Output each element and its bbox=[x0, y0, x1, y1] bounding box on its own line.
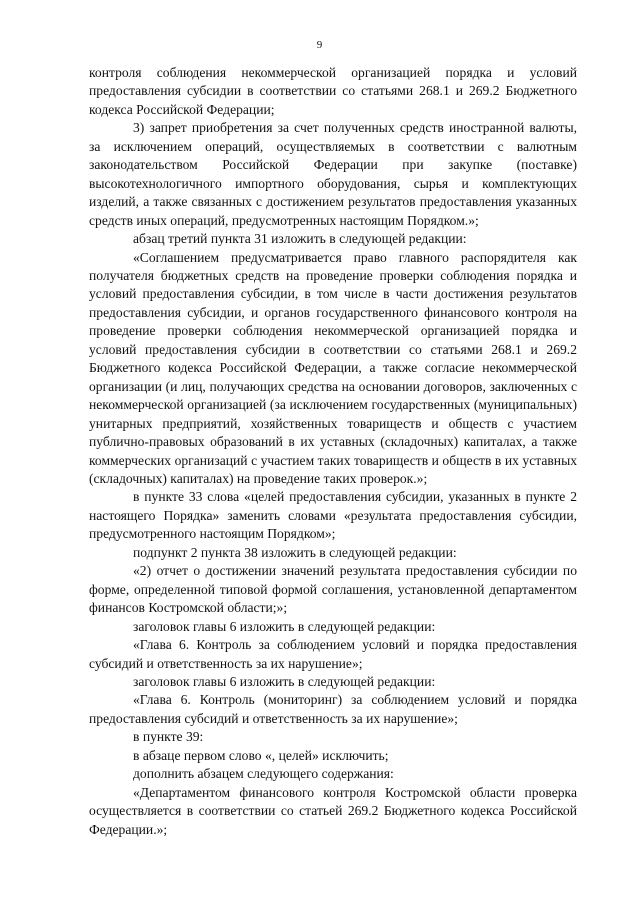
paragraph-continuation: контроля соблюдения некоммерческой организацией порядка и условий предоставления субсидии в соответствии со статьями 268.1 и 269.2 Бюджетного кодекса Российской Федерации; bbox=[89, 65, 577, 117]
paragraph-amend-point-38: подпункт 2 пункта 38 изложить в следующей редакции: bbox=[133, 544, 457, 560]
paragraph-item-3-currency-ban: 3) запрет приобретения за счет полученных средств иностранной валюты, за исключением операций, осуществляемых в соответствии с валютным законодательством Российской Федерации при закупке (поставке) высокотехнологичного импортного оборудования, сырья и комплектующих изделий, а также связанных с достижением результатов предоставления указанных средств иных операций, предусмотренных настоящим Порядком.»; bbox=[89, 120, 577, 228]
paragraph-amend-point-31: абзац третий пункта 31 изложить в следующей редакции: bbox=[133, 231, 467, 247]
paragraph-agreement-audit-right: «Соглашением предусматривается право главного распорядителя как получателя бюджетных средств на проведение проверки соблюдения порядка и условий предоставления субсидии, в том числе в части достижения результатов предоставления субсидии, и органов государственного финансового контроля на проведение проверки соблюдения некоммерческой организацией порядка и условий предоставления субсидии в соответствии со статьями 268.1 и 269.2 Бюджетного кодекса Российской Федерации, а также согласие некоммерческой организации (и лиц, получающих средства на основании договоров, заключенных с некоммерческой организацией (за исключением государственных (муниципальных) унитарных предприятий, хозяйственных товариществ и обществ с участием публично-правовых образований в их уставных (складочных) капиталах, а также коммерческих организаций с участием таких товариществ и обществ в их уставных (складочных) капиталах) на проведение таких проверок.»; bbox=[89, 249, 577, 486]
paragraph-add-clause: дополнить абзацем следующего содержания: bbox=[133, 766, 394, 782]
paragraph-chapter-6-title-amend: заголовок главы 6 изложить в следующей редакции: bbox=[133, 673, 436, 689]
paragraph-chapter-6-title-monitoring: «Глава 6. Контроль (мониторинг) за соблюдением условий и порядка предоставления субсидий и ответственность за их нарушение»; bbox=[89, 692, 577, 726]
paragraph-amend-point-33: в пункте 33 слова «целей предоставления субсидии, указанных в пункте 2 настоящего Порядка» заменить словами «результата предоставления субсидии, предусмотренного настоящим Порядком»; bbox=[89, 489, 577, 542]
paragraph-point-39: в пункте 39: bbox=[133, 729, 204, 745]
paragraph-financial-control-check: «Департаментом финансового контроля Костромской области проверка осуществляется в соответствии со статьей 269.2 Бюджетного кодекса Российской Федерации.»; bbox=[89, 784, 577, 837]
paragraph-chapter-6-title-amend: заголовок главы 6 изложить в следующей редакции: bbox=[133, 618, 436, 634]
page-number: 9 bbox=[316, 39, 323, 51]
paragraph-report-clause: «2) отчет о достижении значений результата предоставления субсидии по форме, определенной типовой формой соглашения, установленной департаментом финансов Костромской области;»; bbox=[89, 563, 577, 616]
paragraph-remove-goals-word: в абзаце первом слово «, целей» исключить; bbox=[133, 747, 389, 763]
document-body bbox=[89, 64, 577, 839]
paragraph-chapter-6-title: «Глава 6. Контроль за соблюдением условий и порядка предоставления субсидий и ответственность за их нарушение»; bbox=[89, 637, 577, 671]
